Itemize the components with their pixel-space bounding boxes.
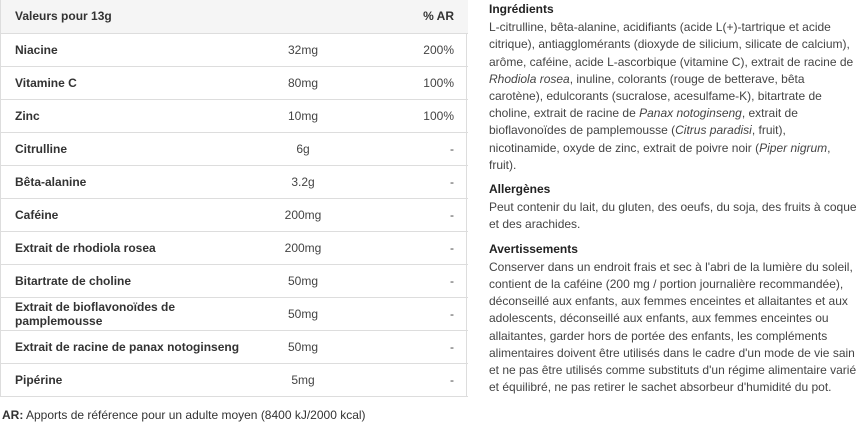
row-nutrient: Extrait de racine de panax notoginseng	[1, 330, 248, 363]
product-info-panel	[489, 1, 859, 403]
ingredients-section	[489, 1, 859, 174]
row-ar: 100%	[358, 66, 468, 99]
footnote-text: Apports de référence pour un adulte moyen (8400 kJ/2000 kcal)	[23, 408, 366, 422]
row-amount: 10mg	[248, 99, 358, 132]
row-nutrient: Zinc	[1, 99, 248, 132]
header-ar: % AR	[358, 0, 468, 33]
warnings-section	[489, 241, 859, 397]
row-ar: -	[358, 330, 468, 363]
row-nutrient: Caféine	[1, 198, 248, 231]
ingredients-text	[489, 19, 859, 174]
row-ar: -	[358, 132, 468, 165]
row-ar: -	[358, 363, 468, 396]
footnote-label: AR:	[2, 408, 24, 422]
row-nutrient: Bitartrate de choline	[1, 264, 248, 297]
row-nutrient: Pipérine	[1, 363, 248, 396]
ingredients-latin-name: Panax notoginseng	[639, 106, 742, 121]
row-amount: 200mg	[248, 231, 358, 264]
ingredients-text-part: , fruit).	[489, 140, 831, 172]
table-row	[1, 330, 468, 363]
row-ar: 100%	[358, 99, 468, 132]
header-nutrient: Valeurs pour 13g	[1, 0, 248, 33]
allergens-text: Peut contenir du lait, du gluten, des oeufs, du soja, des fruits à coque et des arachides.	[489, 200, 857, 232]
row-amount: 50mg	[248, 264, 358, 297]
ingredients-text-part: L-citrulline, bêta-alanine, acidifiants (acide L(+)-tartrique et acide citrique), antiagglomérants (dioxyde de silicium, silicate de calcium), arôme, caféine, acide L-ascorbique (vitamine C), extrait de racine de	[489, 20, 854, 69]
warnings-title: Avertissements	[489, 241, 578, 256]
header-amount	[248, 0, 358, 33]
table-row	[1, 165, 468, 198]
row-nutrient: Vitamine C	[1, 66, 248, 99]
nutrition-table	[1, 0, 468, 397]
table-row	[1, 297, 468, 330]
ingredients-latin-name: Citrus paradisi	[675, 123, 752, 138]
row-ar: 200%	[358, 33, 468, 66]
ingredients-latin-name: Rhodiola rosea	[489, 71, 570, 86]
row-nutrient: Bêta-alanine	[1, 165, 248, 198]
warnings-text: Conserver dans un endroit frais et sec à l'abri de la lumière du soleil, contient de la caféine (200 mg / portion journalière recommandée), déconseillé aux enfants, aux femmes enceintes et allaitantes et aux adolescents, déconseillé aux enfants, aux femmes enceintes ou allaitantes, garder hors de portée des enfants, les compléments alimentaires doivent être utilisés dans le cadre d'un mode de vie sain et ne pas être utilisés comme substituts d'un régime alimentaire varié et équilibré, ne pas retirer le sachet absorbeur d'humidité du pot.	[489, 259, 857, 395]
row-ar: -	[358, 297, 468, 330]
ingredients-text-part: , inuline, colorants (rouge de betterave, bêta carotène), edulcorants (sucralose, acesulfame-K), bitartrate de choline, extrait de racine de	[489, 71, 822, 121]
table-header-row	[1, 0, 468, 33]
table-row	[1, 264, 468, 297]
allergens-title: Allergènes	[489, 182, 551, 197]
table-row	[1, 33, 468, 66]
row-nutrient: Extrait de bioflavonoïdes de pamplemousse	[1, 297, 248, 330]
ingredients-text-part: , extrait de bioflavonoïdes de pamplemousse (	[489, 106, 798, 138]
table-row	[1, 363, 468, 396]
row-ar: -	[358, 198, 468, 231]
row-nutrient: Extrait de rhodiola rosea	[1, 231, 248, 264]
row-ar: -	[358, 264, 468, 297]
row-ar: -	[358, 231, 468, 264]
ingredients-text-part: , fruit), nicotinamide, oxyde de zinc, extrait de poivre noir (	[489, 123, 786, 155]
table-row	[1, 231, 468, 264]
ar-footnote	[2, 408, 366, 422]
row-amount: 6g	[248, 132, 358, 165]
nutrition-table-body	[1, 33, 468, 396]
ingredients-latin-name: Piper nigrum	[759, 140, 828, 155]
row-amount: 3.2g	[248, 165, 358, 198]
row-nutrient: Niacine	[1, 33, 248, 66]
row-amount: 200mg	[248, 198, 358, 231]
ingredients-title: Ingrédients	[489, 2, 554, 16]
row-amount: 5mg	[248, 363, 358, 396]
row-amount: 80mg	[248, 66, 358, 99]
table-row	[1, 198, 468, 231]
row-amount: 50mg	[248, 330, 358, 363]
row-amount: 32mg	[248, 33, 358, 66]
table-row	[1, 66, 468, 99]
row-amount: 50mg	[248, 297, 358, 330]
row-nutrient: Citrulline	[1, 132, 248, 165]
table-row	[1, 99, 468, 132]
table-row	[1, 132, 468, 165]
row-ar: -	[358, 165, 468, 198]
allergens-section	[489, 181, 859, 234]
